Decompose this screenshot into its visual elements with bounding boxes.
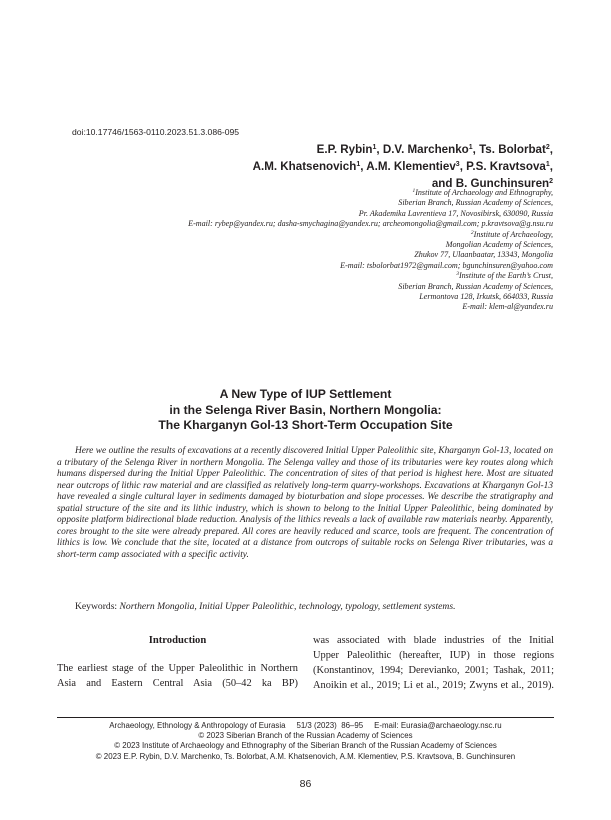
body-line: (Konstantinov, 1994; Derevianko, 2001; Tashak, 2011; — [313, 665, 554, 676]
body-column-right — [313, 633, 554, 693]
body-line: Upper Paleolithic (hereafter, IUP) in those regions — [313, 650, 554, 661]
affiliation-marker: 1 — [356, 161, 361, 168]
body-line: The earliest stage of the Upper Paleolithic in Northern — [57, 663, 298, 674]
affiliation-marker: 2 — [545, 144, 550, 151]
page-number: 86 — [299, 778, 312, 790]
affiliation-line — [33, 219, 553, 229]
title-line: in the Selenga River Basin, Northern Mongolia: — [169, 402, 442, 417]
footer-line: © 2023 Siberian Branch of the Russian Academy of Sciences — [198, 731, 413, 741]
author-line — [253, 141, 553, 158]
author-line-text: , — [549, 160, 553, 173]
affiliation-marker: 2 — [470, 229, 474, 236]
title-line: The Kharganyn Gol-13 Short-Term Occupation Site — [158, 418, 453, 432]
affiliation-line-text: Institute of Archaeology and Ethnography, — [415, 188, 553, 197]
affiliation-line — [33, 240, 553, 250]
footer-line: © 2023 Institute of Archaeology and Ethnography of the Siberian Branch of the Russian Academy of Sciences — [114, 741, 497, 751]
affiliation-line-text: Siberian Branch, Russian Academy of Sciences, — [398, 281, 553, 291]
affiliation-line-text: E-mail: tsbolorbat1972@gmail.com; bgunchinsuren@yahoo.com — [340, 260, 553, 270]
author-line-text: , A.M. Klementiev — [360, 160, 456, 173]
journal-footer — [0, 721, 611, 762]
author-line-text: E.P. Rybin — [316, 143, 373, 156]
affiliation-line-text: Lermontova 128, Irkutsk, 664033, Russia — [419, 292, 553, 302]
body-line: Asia and Eastern Central Asia (50–42 ka BP) — [57, 678, 298, 689]
affiliation-line — [33, 302, 553, 312]
body-line: was associated with blade industries of the Initial — [313, 635, 554, 646]
affiliation-marker: 3 — [455, 161, 460, 168]
affiliation-line — [33, 188, 553, 198]
author-line-text: , D.V. Marchenko — [376, 143, 469, 156]
affiliation-line — [33, 261, 553, 271]
author-line-text: , — [549, 143, 553, 156]
footer-rule — [57, 717, 554, 718]
abstract: Here we outline the results of excavations at a recently discovered Initial Upper Paleolithic site, Kharganyn Gol-13, located on a tributary of the Selenga River in northern Mongolia. The Selenga valley and those of its tributaries were key routes along which humans dispersed during the Initial Upper Paleolithic. The concentration of sites of that period is highest here. Most are situated near outcrops of lithic raw material and are classified as relatively long-term quarry-workshops. Excavations at Kharganyn Gol-13 have revealed a single cultural layer in sediments damaged by bioturbation and slope processes. We describe the stratigraphy and spatial structure of the site and its lithic industry, which is shown to belong to the Initial Upper Paleolithic, being dominated by opposite platform bidirectional blade reduction. Analysis of the lithics reveals a lack of available raw materials nearby. Apparently, cores brought to the site were already prepared. All cores are heavily reduced and scarce, tools are frequent. The concentration of lithics is low. We conclude that the site, located at a distance from outcrops of suitable rocks on Selenga River tributaries, was a short-term camp associated with a specific activity. — [57, 446, 553, 560]
affiliation-line — [33, 271, 553, 281]
section-heading-introduction: Introduction — [148, 635, 207, 646]
title-line: A New Type of IUP Settlement — [219, 387, 392, 401]
affiliation-line-text: Mongolian Academy of Sciences, — [445, 240, 553, 250]
affiliation-line — [33, 230, 553, 240]
doi-line: doi:10.17746/1563-0110.2023.51.3.086-095 — [72, 127, 240, 137]
author-line-text: A.M. Khatsenovich — [252, 160, 357, 173]
affiliation-marker: 1 — [412, 188, 416, 194]
author-line — [253, 158, 553, 175]
affiliation-line-text: Institute of the Earth’s Crust, — [458, 271, 553, 281]
affiliation-line-text: Pr. Akademika Lavrentieva 17, Novosibirsk, 630090, Russia — [358, 208, 553, 218]
affiliation-line — [33, 198, 553, 208]
affiliation-line — [33, 292, 553, 302]
affiliation-line — [33, 209, 553, 219]
affiliation-marker: 1 — [468, 144, 473, 151]
affiliation-marker: 3 — [456, 271, 459, 278]
affiliation-block — [33, 188, 553, 313]
footer-line: © 2023 E.P. Rybin, D.V. Marchenko, Ts. Bolorbat, A.M. Khatsenovich, A.M. Klementiev, P.S. Kravtsova, B. Gunchinsuren — [95, 751, 516, 761]
author-line-text: , P.S. Kravtsova — [459, 160, 546, 173]
affiliation-marker: 2 — [549, 178, 553, 185]
author-line-text: , Ts. Bolorbat — [472, 143, 546, 156]
affiliation-line-text: E-mail: klem-al@yandex.ru — [462, 302, 553, 312]
author-line-text: and B. Gunchinsuren — [431, 177, 550, 190]
keywords-text: Northern Mongolia, Initial Upper Paleolithic, technology, typology, settlement systems. — [119, 601, 456, 612]
affiliation-marker: 1 — [545, 161, 550, 168]
body-line: Anoikin et al., 2019; Li et al., 2019; Zwyns et al., 2019). — [313, 680, 554, 691]
body-column-left — [57, 633, 298, 691]
affiliation-marker: 1 — [372, 144, 377, 151]
keywords — [75, 601, 456, 612]
affiliation-line-text: Institute of Archaeology, — [473, 229, 553, 239]
footer-line: Archaeology, Ethnology & Anthropology of Eurasia 51/3 (2023) 86–95 E-mail: Eurasia@archaeology.nsc.ru — [109, 721, 502, 730]
affiliation-line-text: E-mail: rybep@yandex.ru; dasha-smychagina@yandex.ru; archeomongolia@gmail.com; p.kravtsova@g.nsu.ru — [188, 219, 553, 229]
affiliation-line-text: Siberian Branch, Russian Academy of Sciences, — [398, 198, 553, 208]
affiliation-line-text: Zhukov 77, Ulaanbaatar, 13343, Mongolia — [414, 250, 553, 260]
author-list — [253, 141, 553, 192]
article-title — [0, 387, 611, 434]
affiliation-line — [33, 250, 553, 260]
keywords-label: Keywords: — [75, 601, 120, 612]
affiliation-line — [33, 282, 553, 292]
